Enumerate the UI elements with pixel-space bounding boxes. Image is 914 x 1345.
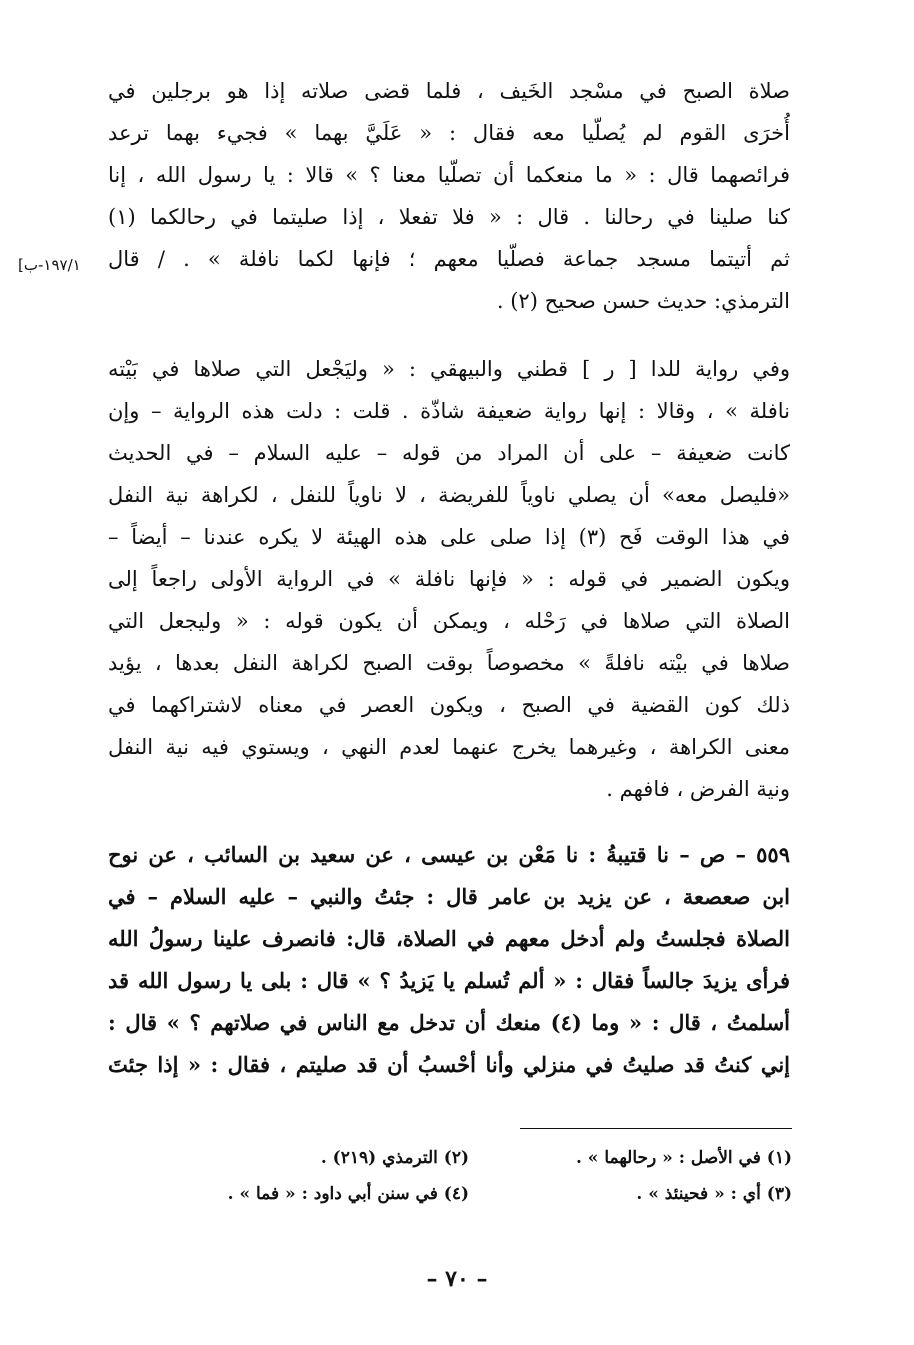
text-line: أُخرَى القوم لم يُصلّيا معه فقال : « عَلَيَّ بهما » فجيء بهما ترعد	[108, 121, 790, 145]
hadith-paragraph	[108, 834, 790, 1086]
footnote-1: (١) في الأصل : « رحالهما » .	[575, 1148, 792, 1168]
text-line: الصلاة فجلستُ ولم أدخل معهم في الصلاة، قال: فانصرف علينا رسولُ الله	[108, 926, 790, 951]
text-line: نافلة » ، وقالا : إنها رواية ضعيفة شاذّة . قلت : دلت هذه الرواية – وإن	[108, 399, 790, 423]
text-line: أسلمتُ ، قال : « وما (٤) منعك أن تدخل مع الناس في صلاتهم ؟ » قال :	[108, 1010, 790, 1035]
text-line: فرائصهما قال : « ما منعكما أن تصلّيا معنا ؟ » قالا : يا رسول الله ، إنا	[108, 163, 790, 187]
text-line: معنى الكراهة ، وغيرهما يخرج عنهما لعدم النهي ، ويستوي فيه نية النفل	[108, 735, 790, 759]
text-line: وفي رواية للدا [ ر ] قطني والبيهقي : « وليَجْعل التي صلاها في بَيْته	[108, 357, 790, 381]
text-line: كانت ضعيفة – على أن المراد من قوله – عليه السلام – في الحديث	[108, 441, 790, 465]
paragraph-1	[108, 70, 790, 322]
text-line: إني كنتُ قد صليتُ في منزلي وأنا أحْسبُ أن قد صليتم ، فقال : « إذا جئتَ	[108, 1052, 790, 1077]
margin-folio-note: [١٩٧/١-ب	[18, 256, 81, 274]
footnote-divider	[520, 1128, 792, 1129]
text-line: كنا صلينا في رحالنا . قال : « فلا تفعلا ، إذا صليتما في رحالكما (١)	[108, 205, 790, 229]
text-line: ونية الفرض ، فافهم .	[606, 777, 790, 801]
footnote-2: (٢) الترمذي (٢١٩) .	[320, 1148, 469, 1168]
text-line: الصلاة التي صلاها في رَحْله ، ويمكن أن يكون قوله : « وليجعل التي	[108, 609, 790, 633]
text-line: فرأى يزيدَ جالساً فقال : « ألم تُسلم يا يَزيدُ ؟ » قال : بلى يا رسول الله قد	[108, 968, 790, 993]
page-number: – ٧٠ –	[426, 1266, 488, 1292]
text-line: صلاة الصبح في مسْجد الخَيف ، فلما قضى صلاته إذا هو برجلين في	[108, 79, 790, 103]
footnote-4: (٤) في سنن أبي داود : « فما » .	[227, 1184, 469, 1204]
text-line: «فليصل معه» أن يصلي ناوياً للفريضة ، لا ناوياً للنفل ، لكراهة نية النفل	[108, 483, 790, 507]
text-line: ابن صعصعة ، عن يزيد بن عامر قال : جئتُ والنبي – عليه السلام – في	[108, 884, 790, 909]
text-line: ويكون الضمير في قوله : « فإنها نافلة » في الرواية الأولى راجعاً إلى	[108, 567, 790, 591]
text-line: الترمذي: حديث حسن صحيح (٢) .	[496, 289, 790, 313]
text-line: في هذا الوقت فَح (٣) إذا صلى على هذه الهيئة لا يكره عندنا – أيضاً –	[108, 525, 790, 549]
text-line: ذلك كون القضية في الصبح ، ويكون العصر في معناه لاشتراكهما في	[108, 693, 790, 717]
text-line: ثم أتيتما مسجد جماعة فصلّيا معهم ؛ فإنها لكما نافلة » . / قال	[108, 247, 790, 271]
text-line: ٥٥٩ – ص – نا قتيبةُ : نا مَعْن بن عيسى ، عن سعيد بن السائب ، عن نوح	[108, 842, 790, 867]
footnote-3: (٣) أي : « فحينئذ » .	[636, 1184, 792, 1204]
text-line: صلاها في بيْته نافلةً » مخصوصاً بوقت الصبح لكراهة النفل بعدها ، يؤيد	[108, 651, 790, 675]
paragraph-2	[108, 348, 790, 810]
